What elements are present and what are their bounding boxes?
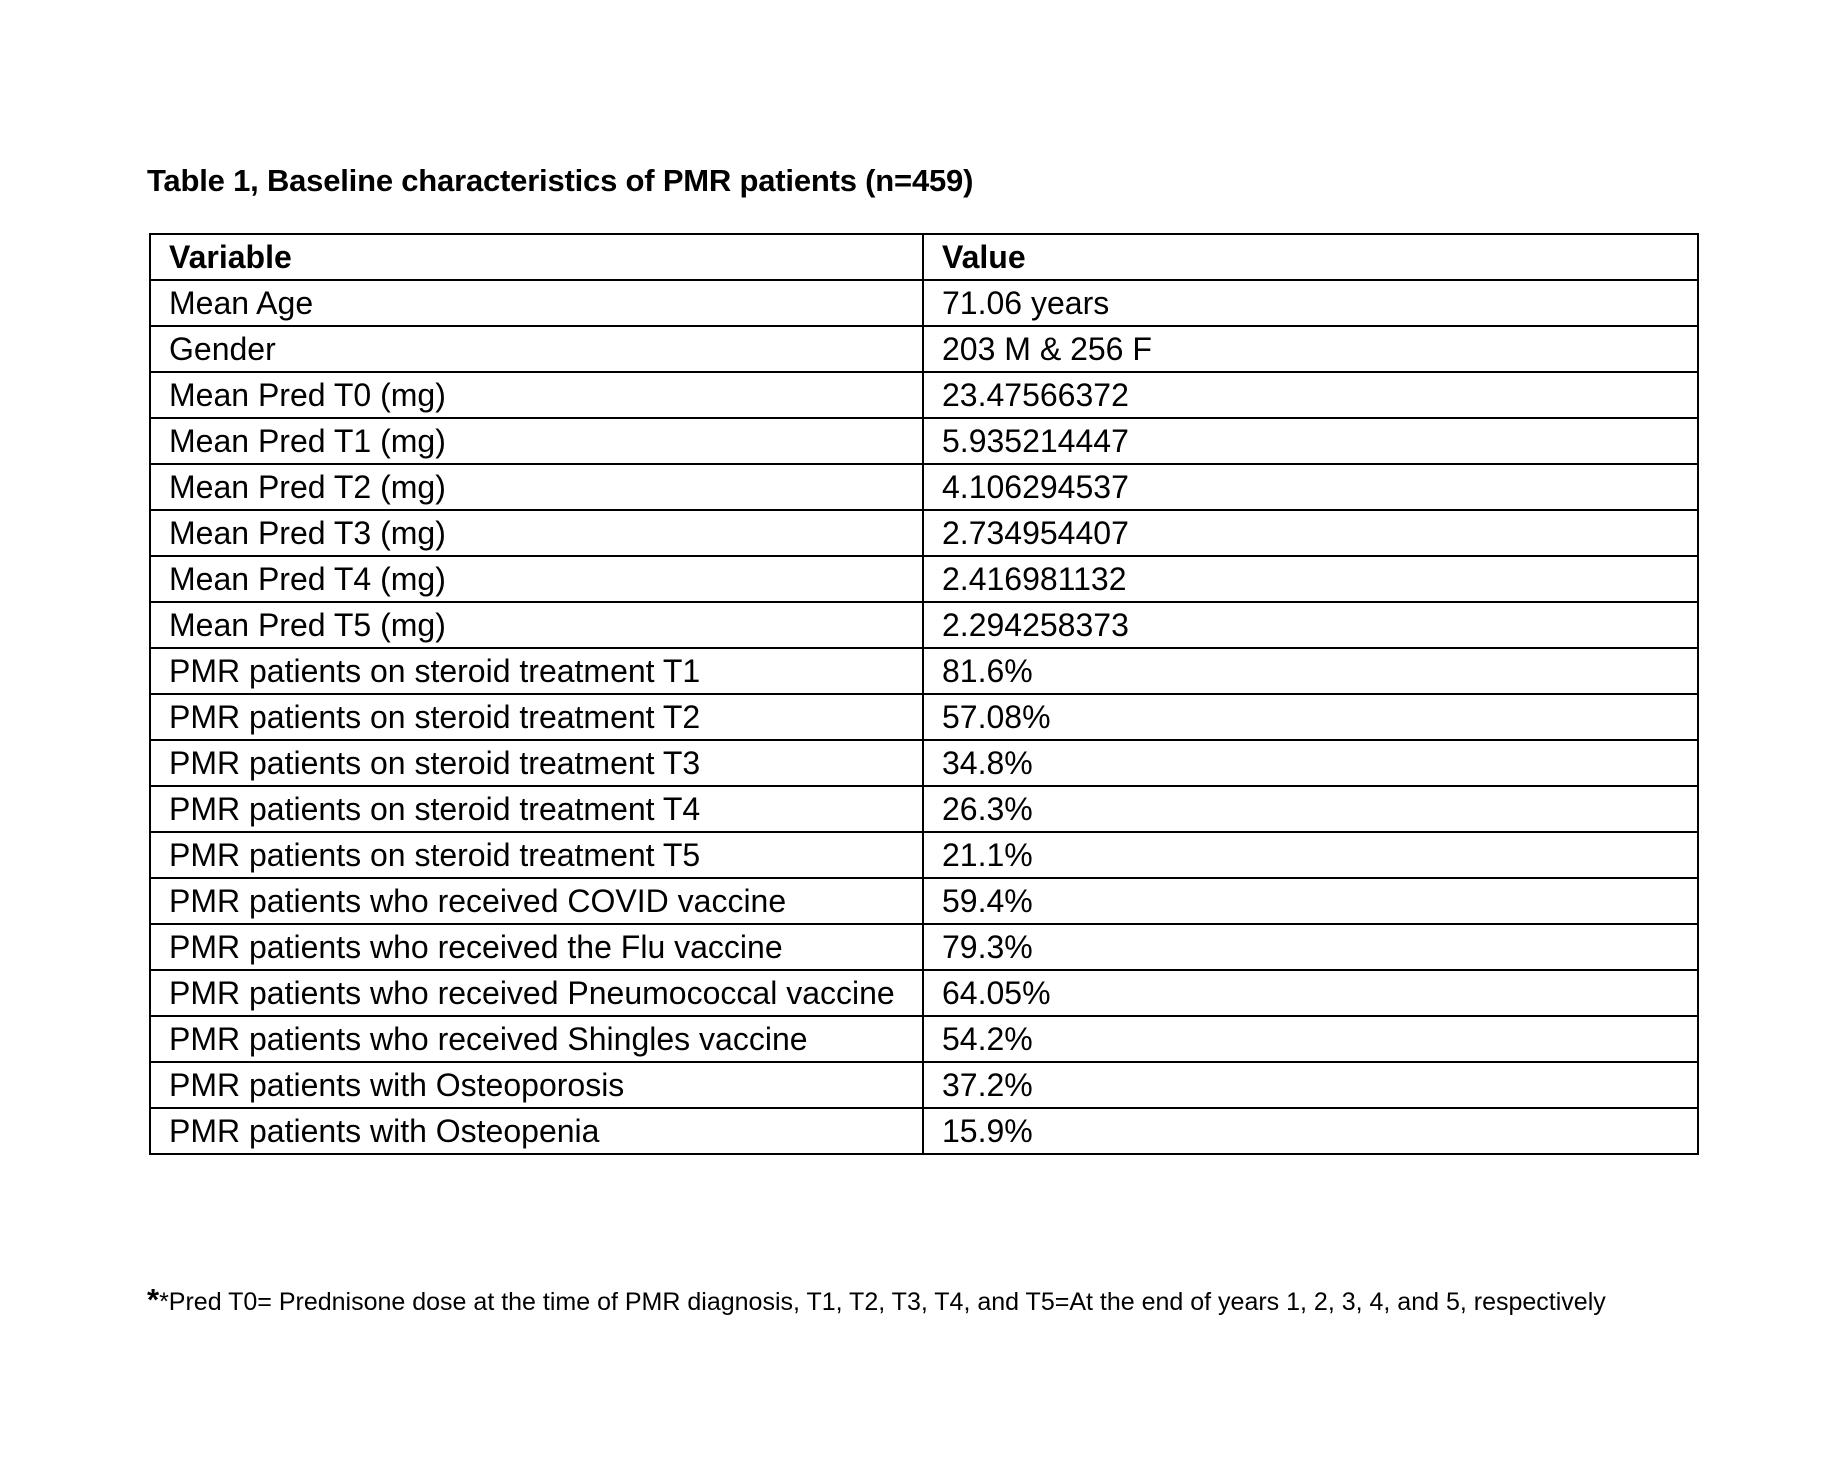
cell-value: 5.935214447 xyxy=(923,418,1698,464)
table-row xyxy=(150,1062,1698,1108)
table-header-row xyxy=(150,234,1698,280)
cell-variable: PMR patients with Osteoporosis xyxy=(150,1062,923,1108)
table-row xyxy=(150,418,1698,464)
cell-value: 79.3% xyxy=(923,924,1698,970)
cell-value: 37.2% xyxy=(923,1062,1698,1108)
cell-value: 71.06 years xyxy=(923,280,1698,326)
cell-value: 81.6% xyxy=(923,648,1698,694)
cell-variable: PMR patients who received COVID vaccine xyxy=(150,878,923,924)
column-header-variable: Variable xyxy=(150,234,923,280)
footnote-text: *Pred T0= Prednisone dose at the time of PMR diagnosis, T1, T2, T3, T4, and T5=At the end of years 1, 2, 3, 4, and 5, respectively xyxy=(159,1288,1606,1316)
cell-value: 4.106294537 xyxy=(923,464,1698,510)
table-title: Table 1, Baseline characteristics of PMR patients (n=459) xyxy=(147,163,974,198)
cell-value: 2.734954407 xyxy=(923,510,1698,556)
table-row xyxy=(150,602,1698,648)
cell-value: 64.05% xyxy=(923,970,1698,1016)
cell-variable: Mean Pred T5 (mg) xyxy=(150,602,923,648)
cell-value: 21.1% xyxy=(923,832,1698,878)
cell-variable: PMR patients who received Shingles vaccine xyxy=(150,1016,923,1062)
cell-variable: Gender xyxy=(150,326,923,372)
cell-variable: Mean Pred T1 (mg) xyxy=(150,418,923,464)
cell-variable: PMR patients with Osteopenia xyxy=(150,1108,923,1154)
cell-variable: PMR patients who received the Flu vaccine xyxy=(150,924,923,970)
cell-variable: Mean Pred T0 (mg) xyxy=(150,372,923,418)
cell-variable: PMR patients on steroid treatment T4 xyxy=(150,786,923,832)
table-row xyxy=(150,372,1698,418)
table-row xyxy=(150,464,1698,510)
cell-value: 57.08% xyxy=(923,694,1698,740)
cell-variable: Mean Pred T4 (mg) xyxy=(150,556,923,602)
cell-value: 54.2% xyxy=(923,1016,1698,1062)
table-row xyxy=(150,694,1698,740)
table-row xyxy=(150,326,1698,372)
cell-value: 2.294258373 xyxy=(923,602,1698,648)
table-row xyxy=(150,970,1698,1016)
cell-variable: PMR patients on steroid treatment T2 xyxy=(150,694,923,740)
table-row xyxy=(150,740,1698,786)
cell-variable: Mean Pred T2 (mg) xyxy=(150,464,923,510)
table-row xyxy=(150,924,1698,970)
table-row xyxy=(150,1108,1698,1154)
cell-value: 34.8% xyxy=(923,740,1698,786)
table-row xyxy=(150,832,1698,878)
cell-value: 26.3% xyxy=(923,786,1698,832)
baseline-characteristics-table xyxy=(149,233,1699,1155)
table-body xyxy=(150,280,1698,1154)
cell-variable: PMR patients on steroid treatment T3 xyxy=(150,740,923,786)
cell-variable: Mean Age xyxy=(150,280,923,326)
footnote xyxy=(147,1280,1687,1322)
table-row xyxy=(150,280,1698,326)
table-row xyxy=(150,510,1698,556)
cell-variable: PMR patients who received Pneumococcal vaccine xyxy=(150,970,923,1016)
cell-value: 23.47566372 xyxy=(923,372,1698,418)
column-header-value: Value xyxy=(923,234,1698,280)
cell-variable: Mean Pred T3 (mg) xyxy=(150,510,923,556)
cell-value: 203 M & 256 F xyxy=(923,326,1698,372)
cell-value: 15.9% xyxy=(923,1108,1698,1154)
table-row xyxy=(150,878,1698,924)
cell-variable: PMR patients on steroid treatment T1 xyxy=(150,648,923,694)
cell-value: 2.416981132 xyxy=(923,556,1698,602)
table-row xyxy=(150,648,1698,694)
table-row xyxy=(150,786,1698,832)
cell-variable: PMR patients on steroid treatment T5 xyxy=(150,832,923,878)
footnote-marker: * xyxy=(147,1282,160,1317)
cell-value: 59.4% xyxy=(923,878,1698,924)
table-row xyxy=(150,1016,1698,1062)
table-row xyxy=(150,556,1698,602)
